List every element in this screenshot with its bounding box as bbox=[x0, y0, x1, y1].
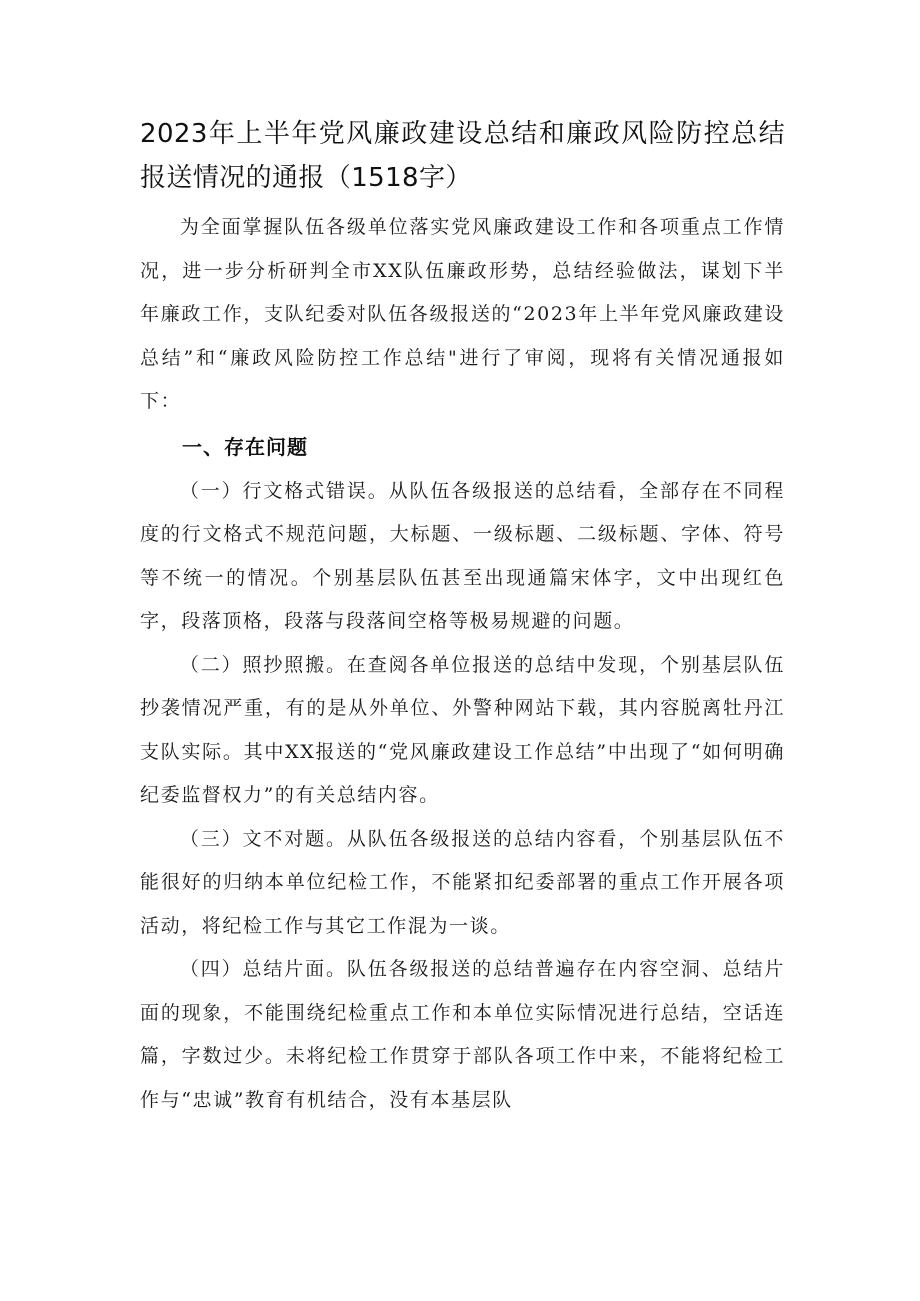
section-heading-problems: 一、存在问题 bbox=[182, 434, 308, 459]
problem-item-1: （一）行文格式错误。从队伍各级报送的总结看，全部存在不同程度的行文格式不规范问题，大标题、一级标题、二级标题、字体、符号等不统一的情况。个别基层队伍甚至出现通篇宋体字，文中出现红色字，段落顶格，段落与段落间空格等极易规避的问题。 bbox=[140, 479, 785, 632]
problem-item-3: （三）文不对题。从队伍各级报送的总结内容看，个别基层队伍不能很好的归纳本单位纪检工作，不能紧扣纪委部署的重点工作开展各项活动，将纪检工作与其它工作混为一谈。 bbox=[140, 827, 785, 937]
document-body bbox=[140, 112, 785, 1122]
problem-item-4: （四）总结片面。队伍各级报送的总结普遍存在内容空洞、总结片面的现象，不能围绕纪检重点工作和本单位实际情况进行总结，空话连篇，字数过少。未将纪检工作贯穿于部队各项工作中来，不能将纪检工作与“忠诚”教育有机结合，没有本基层队 bbox=[140, 958, 785, 1111]
problem-item-2: （二）照抄照搬。在查阅各单位报送的总结中发现，个别基层队伍抄袭情况严重，有的是从外单位、外警种网站下载，其内容脱离牡丹江支队实际。其中XX报送的“党风廉政建设工作总结”中出现了“如何明确纪委监督权力”的有关总结内容。 bbox=[140, 653, 785, 806]
intro-paragraph: 为全面掌握队伍各级单位落实党风廉政建设工作和各项重点工作情况，进一步分析研判全市XX队伍廉政形势，总结经验做法，谋划下半年廉政工作，支队纪委对队伍各级报送的“2023年上半年党风廉政建设总结”和“廉政风险防控工作总结"进行了审阅，现将有关情况通报如下： bbox=[140, 216, 785, 412]
document-title: 2023年上半年党风廉政建设总结和廉政风险防控总结报送情况的通报（1518字） bbox=[140, 119, 785, 193]
